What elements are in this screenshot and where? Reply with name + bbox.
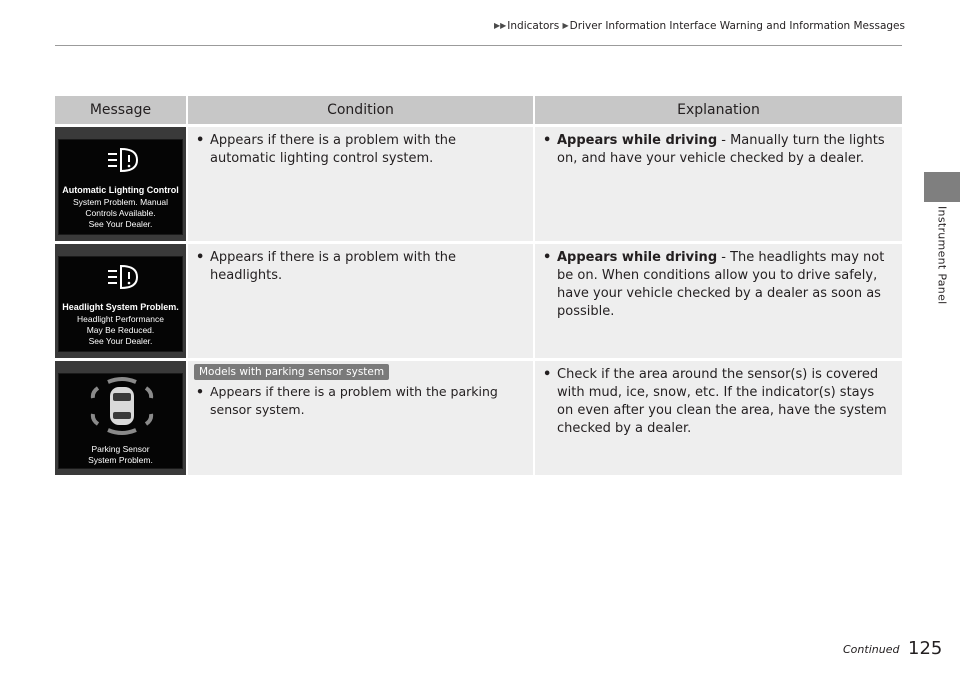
message-screen-cell xyxy=(55,241,188,358)
display-screenshot: Headlight System Problem. Headlight Performance May Be Reduced. See Your Dealer. xyxy=(55,244,186,358)
table-row xyxy=(55,241,902,358)
column-header: Condition xyxy=(188,96,535,124)
message-screen-cell xyxy=(55,124,188,241)
headlight-warning-icon xyxy=(105,263,145,291)
column-header: Explanation xyxy=(535,96,902,124)
breadcrumb-item[interactable]: Indicators xyxy=(507,20,560,32)
condition-cell: • Appears if there is a problem with the automatic lighting control system. xyxy=(188,124,535,241)
model-badge: Models with parking sensor system xyxy=(194,364,389,380)
headlight-warning-icon xyxy=(105,146,145,174)
table-row xyxy=(55,358,902,475)
explanation-cell: • Appears while driving - Manually turn the lights on, and have your vehicle checked by a dealer. xyxy=(535,124,902,241)
section-tab-label: Instrument Panel xyxy=(935,206,949,305)
continued-label: Continued xyxy=(843,643,900,656)
table-row xyxy=(55,124,902,241)
page-number: 125 xyxy=(908,638,943,659)
explanation-cell: • Check if the area around the sensor(s) is covered with mud, ice, snow, etc. If the indicator(s) stays on even after you clean the area, have the system checked by a dealer. xyxy=(535,358,902,475)
parking-sensor-car-icon xyxy=(90,376,154,436)
messages-table xyxy=(55,96,902,475)
message-screen-cell xyxy=(55,358,188,475)
display-screenshot: Automatic Lighting Control System Problem. Manual Controls Available. See Your Dealer. xyxy=(55,127,186,241)
table-header-row xyxy=(55,96,902,124)
explanation-cell: • Appears while driving - The headlights may not be on. When conditions allow you to drive safely, have your vehicle checked by a dealer as soon as possible. xyxy=(535,241,902,358)
section-tab-marker xyxy=(924,172,960,202)
breadcrumb-item[interactable]: Driver Information Interface Warning and Information Messages xyxy=(569,20,905,32)
condition-cell: Models with parking sensor system • Appears if there is a problem with the parking sensor system. xyxy=(188,358,535,475)
condition-cell: • Appears if there is a problem with the headlights. xyxy=(188,241,535,358)
breadcrumb-arrow-icon: ▶▶ xyxy=(493,21,507,30)
breadcrumb xyxy=(455,20,905,32)
column-header: Message xyxy=(55,96,188,124)
display-screenshot: Parking Sensor System Problem. xyxy=(55,361,186,475)
breadcrumb-arrow-icon: ▶ xyxy=(562,21,569,30)
header-rule xyxy=(55,45,902,46)
